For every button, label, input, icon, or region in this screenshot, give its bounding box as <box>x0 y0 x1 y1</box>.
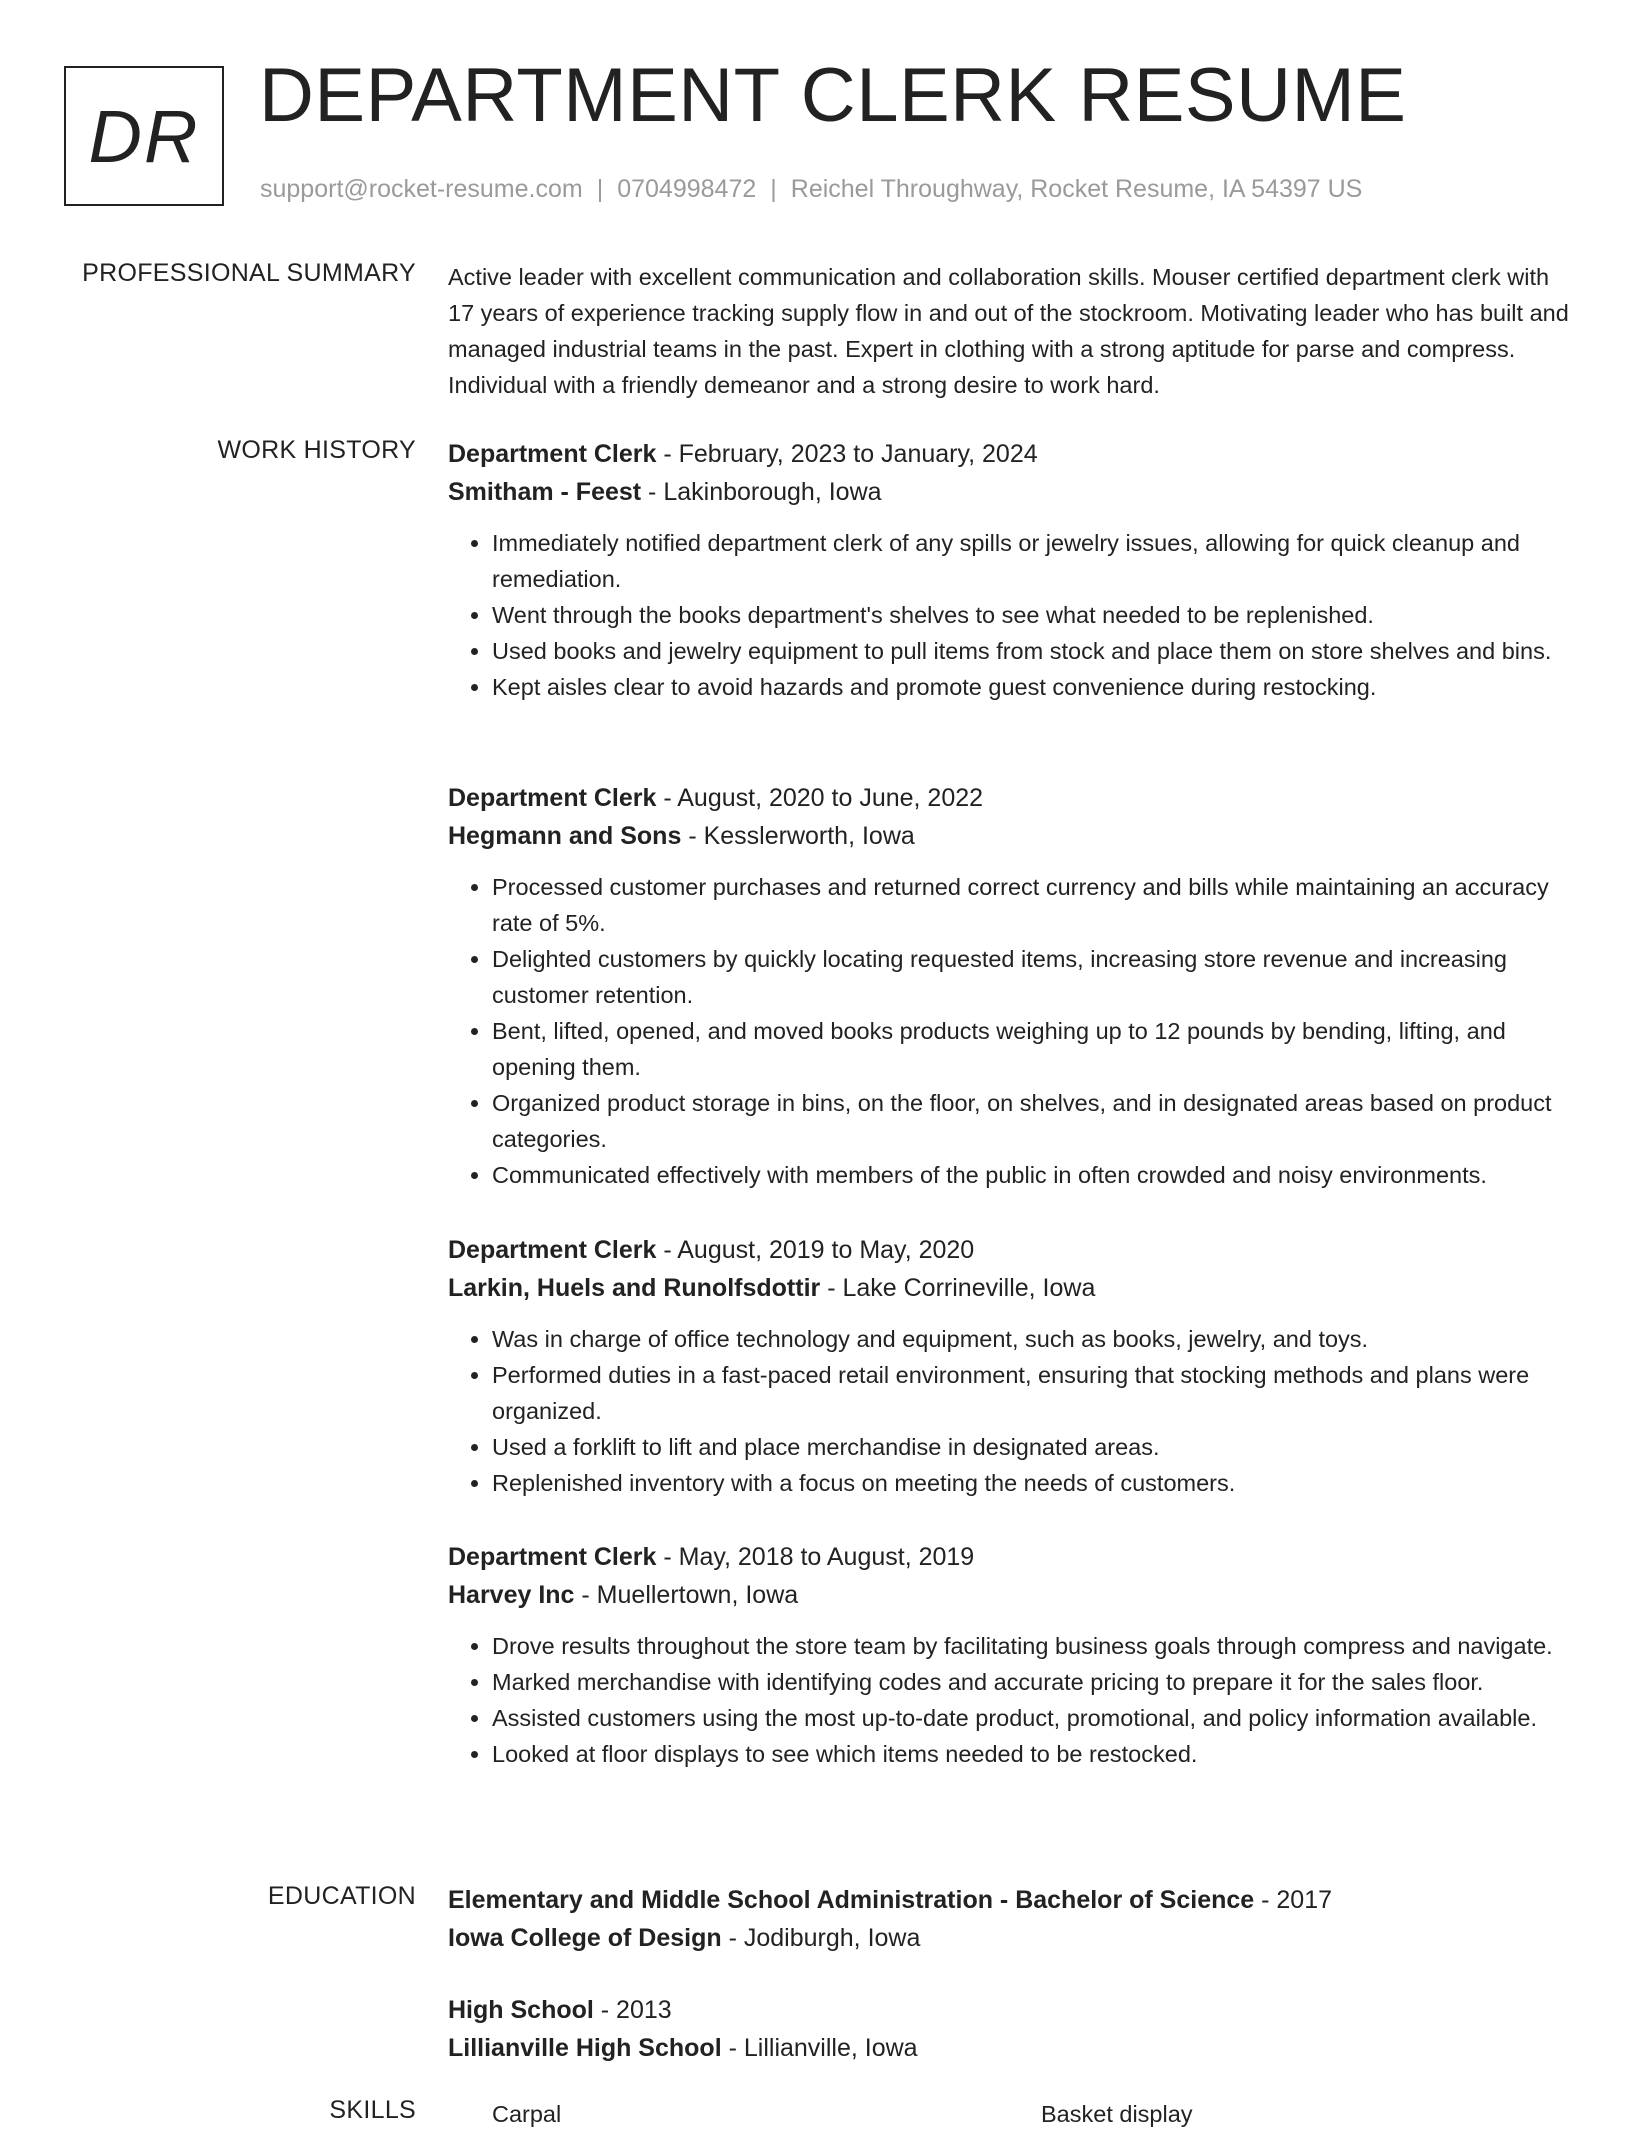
job-company-line <box>448 817 1572 855</box>
education-year: - 2013 <box>593 1996 672 2024</box>
job-title-line <box>448 1231 1572 1269</box>
section-label-summary: PROFESSIONAL SUMMARY <box>82 259 416 287</box>
job-title: Department Clerk <box>448 784 657 812</box>
contact-phone[interactable]: 0704998472 <box>617 175 757 203</box>
education-school-line <box>448 1919 1572 1957</box>
education-location: - Jodiburgh, Iowa <box>721 1924 921 1952</box>
list-item: • Went through the books department's shelves to see what needed to be replenished. <box>492 597 1572 633</box>
list-item: • Marked merchandise with identifying codes and accurate pricing to prepare it for the sales floor. <box>492 1664 1572 1700</box>
job-entry <box>448 1231 1572 1501</box>
education-school-line <box>448 2029 1572 2067</box>
education-degree: Elementary and Middle School Administration - Bachelor of Science <box>448 1886 1255 1914</box>
job-title-line <box>448 435 1572 473</box>
job-company: Smitham - Feest <box>448 478 642 506</box>
job-dates: - August, 2020 to June, 2022 <box>656 784 984 812</box>
education-year: - 2017 <box>1254 1886 1333 1914</box>
list-item: • Used a forklift to lift and place merchandise in designated areas. <box>492 1429 1572 1465</box>
job-entry <box>448 779 1572 1193</box>
list-item: • Organized product storage in bins, on the floor, on shelves, and in designated areas based on product categories. <box>492 1085 1572 1157</box>
contact-line <box>260 175 1362 204</box>
job-company-line <box>448 1576 1572 1614</box>
page-title: DEPARTMENT CLERK RESUME <box>259 53 1407 138</box>
list-item: • Was in charge of office technology and equipment, such as books, jewelry, and toys. <box>492 1321 1572 1357</box>
list-item: • Performed duties in a fast-paced retail environment, ensuring that stocking methods and plans were organized. <box>492 1357 1572 1429</box>
contact-separator: | <box>596 175 604 203</box>
list-item: • Replenished inventory with a focus on meeting the needs of customers. <box>492 1465 1572 1501</box>
job-bullets <box>448 1321 1572 1501</box>
contact-address: Reichel Throughway, Rocket Resume, IA 54397 US <box>790 175 1363 203</box>
job-bullets <box>448 525 1572 705</box>
education-entry <box>448 1991 1572 2067</box>
job-location: - Lakinborough, Iowa <box>641 478 882 506</box>
skill-item: Carpal <box>492 2101 562 2127</box>
education-degree-line <box>448 1991 1572 2029</box>
job-title: Department Clerk <box>448 1236 657 1264</box>
list-item: • Immediately notified department clerk of any spills or jewelry issues, allowing for quick cleanup and remediation. <box>492 525 1572 597</box>
contact-email[interactable]: support@rocket-resume.com <box>260 175 583 203</box>
education-school: Lillianville High School <box>448 2034 722 2062</box>
job-entry <box>448 435 1572 705</box>
contact-separator: | <box>770 175 777 203</box>
job-title-line <box>448 1538 1572 1576</box>
list-item: • Assisted customers using the most up-to-date product, promotional, and policy information available. <box>492 1700 1572 1736</box>
summary-text: Active leader with excellent communication and collaboration skills. Mouser certified department clerk with 17 years of experience tracking supply flow in and out of the stockroom. Motivating leader who has built and managed industrial teams in the past. Expert in clothing with a strong aptitude for parse and compress. Individual with a friendly demeanor and a strong desire to work hard. <box>448 264 1569 398</box>
job-dates: - May, 2018 to August, 2019 <box>656 1543 975 1571</box>
list-item: • Bent, lifted, opened, and moved books products weighing up to 12 pounds by bending, lifting, and opening them. <box>492 1013 1572 1085</box>
job-title: Department Clerk <box>448 1543 657 1571</box>
job-location: - Lake Corrineville, Iowa <box>820 1274 1096 1302</box>
job-title: Department Clerk <box>448 440 657 468</box>
monogram: DR <box>64 66 224 206</box>
education-location: - Lillianville, Iowa <box>721 2034 918 2062</box>
list-item: • Drove results throughout the store team by facilitating business goals through compress and navigate. <box>492 1628 1572 1664</box>
job-company: Hegmann and Sons <box>448 822 682 850</box>
job-location: - Kesslerworth, Iowa <box>681 822 915 850</box>
job-dates: - February, 2023 to January, 2024 <box>656 440 1038 468</box>
job-location: - Muellertown, Iowa <box>574 1581 799 1609</box>
list-item: • Communicated effectively with members of the public in often crowded and noisy environments. <box>492 1157 1572 1193</box>
education-entry <box>448 1881 1572 1957</box>
job-company-line <box>448 473 1572 511</box>
section-label-education: EDUCATION <box>267 1882 416 1910</box>
job-title-line <box>448 779 1572 817</box>
section-label-skills: SKILLS <box>329 2096 416 2124</box>
list-item: • Used books and jewelry equipment to pull items from stock and place them on store shelves and bins. <box>492 633 1572 669</box>
list-item: • Delighted customers by quickly locating requested items, increasing store revenue and increasing customer retention. <box>492 941 1572 1013</box>
job-bullets <box>448 869 1572 1193</box>
job-company: Harvey Inc <box>448 1581 575 1609</box>
list-item: • Looked at floor displays to see which items needed to be restocked. <box>492 1736 1572 1772</box>
list-item: • Processed customer purchases and returned correct currency and bills while maintaining an accuracy rate of 5%. <box>492 869 1572 941</box>
education-degree-line <box>448 1881 1572 1919</box>
job-dates: - August, 2019 to May, 2020 <box>656 1236 975 1264</box>
job-company: Larkin, Huels and Runolfsdottir <box>448 1274 821 1302</box>
job-bullets <box>448 1628 1572 1772</box>
skill-item: Basket display <box>1041 2101 1193 2127</box>
list-item: • Kept aisles clear to avoid hazards and promote guest convenience during restocking. <box>492 669 1572 705</box>
job-entry <box>448 1538 1572 1772</box>
section-label-work: WORK HISTORY <box>217 436 416 464</box>
education-school: Iowa College of Design <box>448 1924 722 1952</box>
education-degree: High School <box>448 1996 594 2024</box>
job-company-line <box>448 1269 1572 1307</box>
